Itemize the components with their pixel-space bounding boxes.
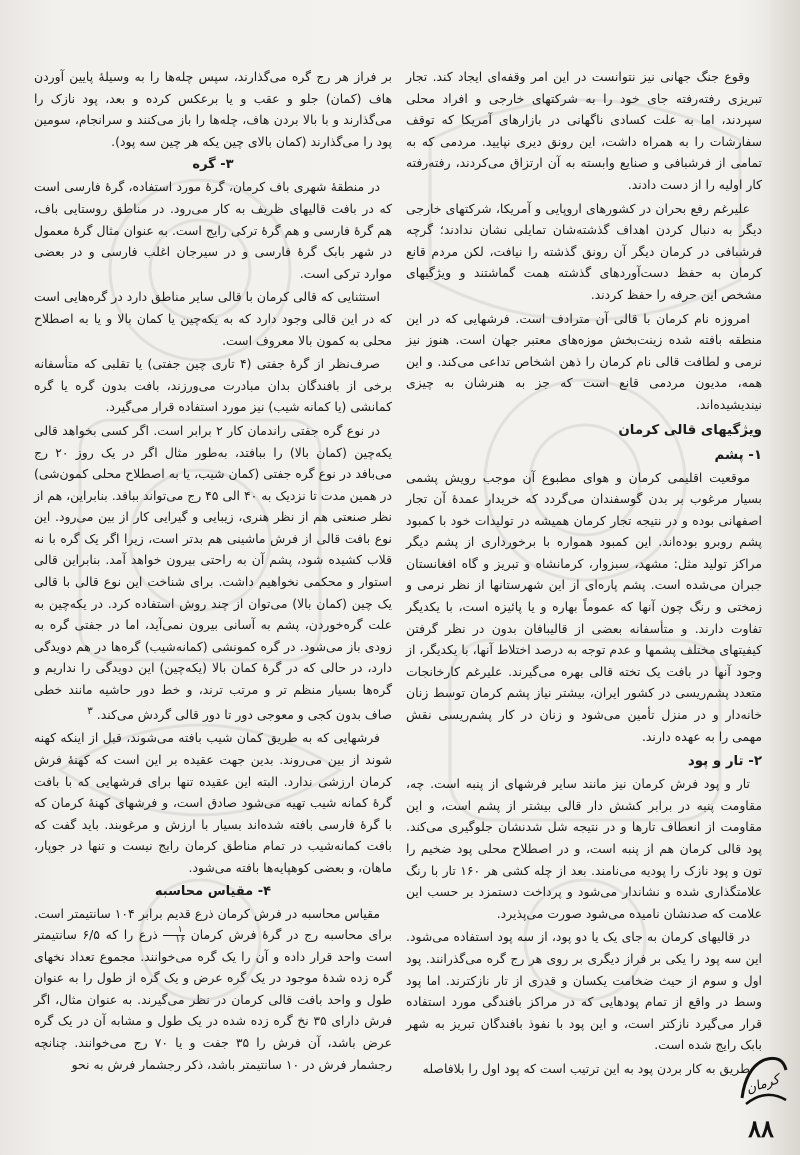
fraction-denominator: ۱۶ bbox=[163, 935, 185, 945]
paragraph: فرشهایی که به طریق کمان شیب بافته می‌شوند، قبل از اینکه کهنه شوند از بین می‌روند. بدین جهت عقیده بر این است که کهنهٔ فرش کرمان ارزشی ندارد. البته این عقیده تنها برای فرشهایی که با بافت گرهٔ کمانه شیب تهیه می‌شود صادق است، و فرشهای کهنهٔ کرمان که با گرهٔ فارسی بافته شده‌اند بسیار با ارزش و مرغوبند. باید گفت که بافت کمانه‌شیب در تمام مناطق کرمان رایج نیست و تنها در جوپار، ماهان، و بعضی کوهپایه‌ها بافته می‌شود. bbox=[34, 730, 392, 875]
paragraph: تار و پود فرش کرمان نیز مانند سایر فرشهای از پنبه است. چه، مقاومت پنبه در برابر کشش دار قالی بیشتر از پشم است، و این مقاومت از انعطاف تارها و در نتیجه شل شدنشان جلوگیری می‌کند. پود قالی کرمان هم از پنبه است، و در اصطلاح محلی پود ضخیم را تون و پود نازک را پودیه می‌نامند. بعد از چله کشی هر ۱۶۰ تار با رنگ علامتگذاری شده و نشاندار می‌شود و پرداخت دستمزد بر حسب این علامت که صدنشان نامیده می‌شود صورت می‌پذیرد. bbox=[406, 776, 762, 921]
right-column bbox=[406, 66, 762, 1082]
paragraph bbox=[34, 903, 392, 1076]
paragraph: استثنایی که قالی کرمان با قالی سایر مناطق دارد در گره‌هایی است که در این قالی وجود دارد که به یکه‌چین یا کمان بالا و یا به اصطلاح محلی به کمون بالا معروف است. bbox=[34, 289, 392, 348]
page-edge-strip bbox=[770, 0, 800, 1155]
fraction bbox=[163, 926, 185, 945]
page-number: ۸۸ bbox=[748, 1114, 774, 1143]
paragraph: در قالیهای کرمان به جای یک یا دو پود، از سه پود استفاده می‌شود. این سه پود را یکی بر فراز دیگری بر روی هر رج گره می‌گذرانند. پود اول و سوم از حیث ضخامت یکسان و قدری از تار نازکترند. اما پود وسط در واقع از تمام پودهایی که در مراکز بافندگی مورد استفاده قرار می‌گیرد نازکتر است، و این پود با نفوذ بافندگان تبریز به شهر بابک رایج شده است. bbox=[406, 929, 762, 1053]
subheading-warp-weft: ۲- تار و پود bbox=[687, 754, 762, 770]
paragraph: بر فراز هر رج گره می‌گذارند، سپس چله‌ها را به وسیلهٔ پایین آوردن هاف (کمان) جلو و عقب و یا برعکس کرده و بعد، پود نازک را می‌گذارند و با بالا بردن هاف، چله‌ها را باز می‌کنند و سرانجام، سومین پود را می‌گذارند (کمان بالای چین یکه هر چین سه پود). bbox=[34, 69, 392, 149]
paragraph: موقعیت اقلیمی کرمان و هوای مطبوع آن موجب رویش پشمی بسیار مرغوب بر بدن گوسفندان می‌گردد که خریدار عمدهٔ آن تجار اصفهانی بوده و در نتیجه تجار کرمان همیشه در تولیدات خود با کمبود پشم روبرو بوده‌اند. این کمبود همواره با برخورداری از پشم دیگر مراکز تولید مثل: مشهد، سبزوار، کرمانشاه و تبریز و گاه افغانستان جبران می‌شده است. پشم پاره‌ای از این شهرستانها از نظر نرمی و زمختی و رنگ چون آنها که عموماً بهاره و یا پائیزه است، با یکدیگر تفاوت دارند. و متأسفانه بعضی از قالیبافان بدون در نظر گرفتن کیفیتهای مختلف پشمها و عدم توجه به درصد اختلاط آنها، با یکدیگر، از وجود آنها در بافت یک تخته قالی بهره می‌گیرند. علیرغم کارخانجات متعدد پشم‌ریسی در کشور ایران، بیشتر نیاز پشم کرمان توسط زنان خانه‌دار و در منزل تأمین می‌شود و زنان در کار پشم‌ریسی نقش مهمی را به عهده دارند. bbox=[406, 469, 762, 744]
subheading-knot: ۳- گره bbox=[192, 157, 234, 173]
paragraph: علیرغم رفع بحران در کشورهای اروپایی و آمریکا، شرکتهای خارجی دیگر به دنبال کردن اهداف گذشته‌شان تمایلی نشان ندادند؛ گرچه فرشبافی در کرمان دیگر آن رونق گذشته را نیافت، لکن مردم قانع کرمان به حفظ دست‌آوردهای گذشته همت گماشتند و ویژگیهای مشخص این حرفه را حفظ کردند. bbox=[406, 200, 762, 302]
paragraph-text: ذرع را که ۶/۵ سانتیمتر است واحد قرار داده و آن را یک گره می‌خوانند. مجموع تعداد نخهای گره زده شدهٔ موجود در یک گره عرض و یک گره از طول را به عنوان طول و واحد بافت قالی کرمان در نظر می‌گیرند. به عنوان مثال، اگر فرش دارای ۳۵ نخ گره زده شده در یک طول و مشابه آن در یک گره عرض باشد، آن فرش را ۳۵ جفت و یا ۷۰ رج می‌خوانند. چنانچه رجشمار فرش در ۱۰ سانتیمتر باشد، ذکر رجشمار فرش به نحو bbox=[34, 927, 392, 1072]
magazine-logo bbox=[736, 1048, 792, 1112]
paragraph-text: مقیاس محاسبه در فرش کرمان ذرع قدیم برابر ۱۰۴ سانتیمتر است. برای محاسبه رج در گرهٔ فرش کرمان bbox=[34, 905, 392, 943]
subheading-wool: ۱- پشم bbox=[714, 447, 762, 463]
paragraph: طریق به کار بردن پود به این ترتیب است که پود اول را بلافاصله bbox=[422, 1060, 750, 1076]
fraction-numerator: ۱ bbox=[177, 925, 183, 936]
section-heading-features: ویژگیهای قالی کرمان bbox=[618, 422, 762, 438]
paragraph: وقوع جنگ جهانی نیز نتوانست در این امر وقفه‌ای ایجاد کند. تجار تبریزی رفته‌رفته جای خود را به شرکتهای خارجی و افراد محلی سپردند، اما به علت کسادی ناگهانی در بازارهای آمریکا که توقف سفارشات را به همراه داشت، این رونق دیری نپایید. مردمی که به تمامی از فرشبافی و صنایع وابسته به آن ارتزاق می‌کردند، رفته‌رفته کار اولیه را از دست دادند. bbox=[406, 69, 762, 192]
paragraph bbox=[34, 420, 392, 725]
paragraph: امروزه نام کرمان با قالی آن مترادف است. فرشهایی که در این منطقه بافته شده زینت‌بخش موزه‌های معتبر جهان است. هنوز نیز نرمی و لطافت قالی نام کرمان را ذهن اشخاص تداعی می‌کند. و این همه، مدیون مردمی قانع است که جز به هنرشان به چیزی نیندیشیده‌اند. bbox=[406, 310, 762, 412]
left-column bbox=[34, 66, 392, 1077]
paragraph-text: در نوع گره جفتی راندمان کار ۲ برابر است. اگر کسی بخواهد قالی یکه‌چین (کمان بالا) را ببافتد، به‌طور مثال اگر در یک روز ۲۰ رج می‌بافد در نوع گره جفتی (کمان شیب، یا به اصطلاح محلی کمون‌شی) در همین مدت تا نزدیک به ۴۰ الی ۴۵ رج می‌تواند ببافد. بنابراین، هم از نظر صنعتی هم از نظر هنری، زیبایی و گیرایی کار از بین می‌رود. این نوع بافت قالی از فرش ماشینی هم بدتر است، زیرا اگر یک گره با نه قلاب کشیده شود، پشم آن به راحتی بیرون خواهد آمد. بنابراین قالی استوار و محکمی نخواهیم داشت. برای شناخت این نوع قالی با قالی یک چین (کمان بالا) می‌توان از چند روش استفاده کرد. در یکه‌چین به علت گره‌خوردن، پشم به آسانی بیرون نمی‌آید، اما در جفتی گره به زودی باز می‌شود. در گره کمونشی (کمانه‌شیب) گره‌ها در هم دویدگی دارد، در حالی که در گرهٔ کمان بالا (یکه‌چین) این دویدگی را نداریم و گره‌ها بسیار منظم تر و مرتب ترند، و خط دور حاشیه مانند خطی صاف بدون کجی و معوجی دور تا دور قالی گردش می‌کند. bbox=[34, 422, 392, 722]
paragraph: صرف‌نظر از گرهٔ جفتی (۴ تاری چین جفتی) یا تقلبی که متأسفانه برخی از بافندگان بدان مبادرت می‌ورزند، بافت بدون گره یا گره کمانشی (یا کمانه شیب) نیز مورد استفاده قرار می‌گیرد. bbox=[34, 356, 392, 415]
logo-text: کرمان bbox=[744, 1072, 782, 1098]
subheading-measurement: ۴- مقیاس محاسبه bbox=[154, 883, 272, 899]
paragraph: در منطقهٔ شهری باف کرمان، گرهٔ مورد استفاده، گرهٔ فارسی است که در بافت قالیهای ظریف به کار می‌رود. در مناطق روستایی باف، هم گرهٔ فارسی و هم گرهٔ ترکی رایج است. به عنوان مثال گرهٔ معمول در شهر بابک گرهٔ فارسی و در سیرجان اغلب فارسی و در بعضی موارد ترکی است. bbox=[34, 179, 392, 281]
footnote-marker: ۳ bbox=[87, 704, 93, 717]
